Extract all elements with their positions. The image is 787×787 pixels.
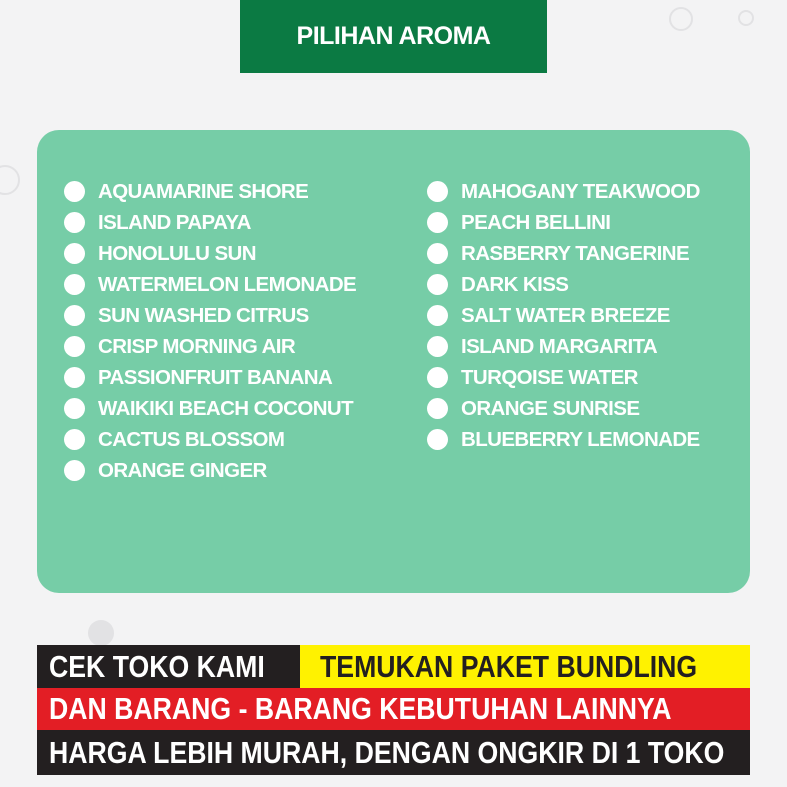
bullet-icon (64, 243, 85, 264)
banner-row-1 (37, 645, 750, 688)
aroma-label: ORANGE SUNRISE (461, 396, 640, 420)
aroma-item (64, 176, 356, 207)
bullet-icon (64, 181, 85, 202)
aroma-item (427, 331, 700, 362)
aroma-list-right (427, 176, 700, 455)
bullet-icon (64, 336, 85, 357)
bullet-icon (64, 460, 85, 481)
aroma-label: SUN WASHED CITRUS (98, 303, 309, 327)
aroma-item (64, 207, 356, 238)
bullet-icon (427, 429, 448, 450)
aroma-item (427, 362, 700, 393)
bullet-icon (427, 367, 448, 388)
aroma-item (427, 176, 700, 207)
bullet-icon (64, 398, 85, 419)
aroma-item (64, 424, 356, 455)
aroma-item (64, 362, 356, 393)
aroma-label: HONOLULU SUN (98, 241, 256, 265)
banner-row-3 (37, 730, 750, 775)
aroma-label: ISLAND PAPAYA (98, 210, 251, 234)
aroma-label: CACTUS BLOSSOM (98, 427, 285, 451)
aroma-label: WATERMELON LEMONADE (98, 272, 357, 296)
aroma-label: PASSIONFRUIT BANANA (98, 365, 333, 389)
aroma-label: RASBERRY TANGERINE (461, 241, 690, 265)
decor-circle (88, 620, 114, 646)
aroma-item (64, 331, 356, 362)
aroma-label: ORANGE GINGER (98, 458, 267, 482)
aroma-label: CRISP MORNING AIR (98, 334, 296, 358)
bullet-icon (427, 305, 448, 326)
bullet-icon (64, 367, 85, 388)
aroma-label: DARK KISS (461, 272, 569, 296)
aroma-item (427, 207, 700, 238)
bullet-icon (427, 212, 448, 233)
aroma-item (427, 238, 700, 269)
aroma-item (64, 300, 356, 331)
aroma-label: WAIKIKI BEACH COCONUT (98, 396, 354, 420)
aroma-item (64, 269, 356, 300)
aroma-item (64, 393, 356, 424)
aroma-item (64, 455, 356, 486)
aroma-item (64, 238, 356, 269)
banner-bundling-text: TEMUKAN PAKET BUNDLING (319, 648, 698, 684)
decor-circle (0, 165, 20, 195)
bullet-icon (427, 336, 448, 357)
bullet-icon (427, 274, 448, 295)
aroma-label: TURQOISE WATER (461, 365, 638, 389)
aroma-item (427, 269, 700, 300)
bullet-icon (427, 398, 448, 419)
decor-circle (669, 7, 693, 31)
aroma-label: PEACH BELLINI (461, 210, 611, 234)
bullet-icon (427, 181, 448, 202)
aroma-label: MAHOGANY TEAKWOOD (461, 179, 700, 203)
aroma-label: SALT WATER BREEZE (461, 303, 670, 327)
banner-line-3: HARGA LEBIH MURAH, DENGAN ONGKIR DI 1 TOKO (49, 734, 725, 770)
aroma-item (427, 300, 700, 331)
aroma-list-left (64, 176, 356, 486)
aroma-item (427, 424, 700, 455)
aroma-label: ISLAND MARGARITA (461, 334, 658, 358)
bullet-icon (427, 243, 448, 264)
decor-circle (738, 10, 754, 26)
aroma-label: AQUAMARINE SHORE (98, 179, 309, 203)
bullet-icon (64, 212, 85, 233)
bullet-icon (64, 429, 85, 450)
banner-row-2 (37, 688, 750, 730)
bullet-icon (64, 274, 85, 295)
banner-line-2: DAN BARANG - BARANG KEBUTUHAN LAINNYA (49, 691, 672, 726)
aroma-label: BLUEBERRY LEMONADE (461, 427, 700, 451)
page-title: PILIHAN AROMA (240, 0, 547, 73)
aroma-item (427, 393, 700, 424)
bullet-icon (64, 305, 85, 326)
banner-shop-text: CEK TOKO KAMI (49, 648, 265, 684)
